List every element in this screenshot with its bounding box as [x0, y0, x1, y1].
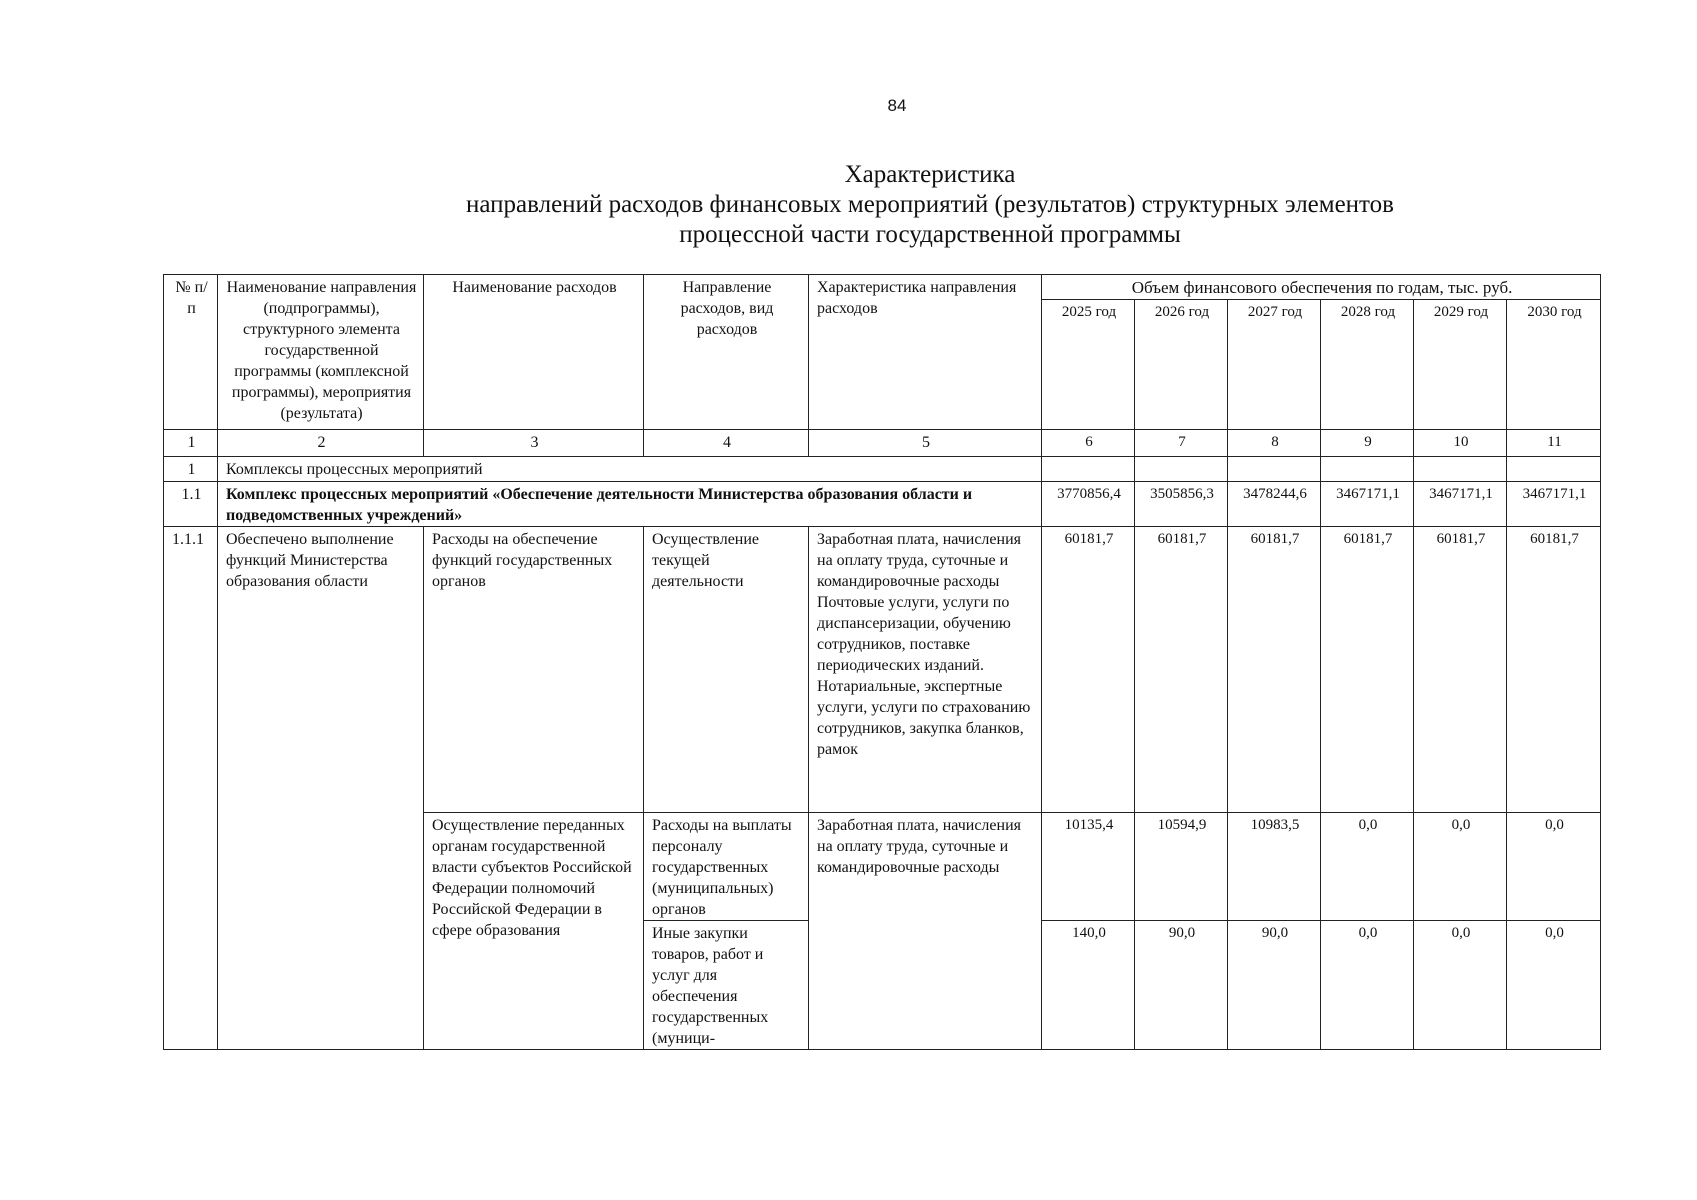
sub2b-value-2030: 0,0: [1507, 921, 1601, 1050]
sub1-characteristic: Заработная плата, начисления на оплату труда, суточные и командировочные расходы Почтовые услуги, услуги по диспансеризации, обучению сотрудников, поставке периодических изданий. Нотариальные, экспертные услуги, услуги по страхованию сотрудников, закупка бланков, рамок: [809, 527, 1042, 813]
colnum-5: 5: [809, 430, 1042, 457]
complex-num: 1.1: [164, 482, 218, 527]
column-numbers-row: [164, 430, 1601, 457]
sub1-value-2030: 60181,7: [1507, 527, 1601, 813]
section-name: Комплексы процессных мероприятий: [218, 457, 1042, 482]
header-expense-name: Наименование расходов: [424, 275, 644, 430]
colnum-9: 9: [1321, 430, 1414, 457]
sub2a-value-2030: 0,0: [1507, 813, 1601, 921]
colnum-10: 10: [1414, 430, 1507, 457]
sub2b-value-2025: 140,0: [1042, 921, 1135, 1050]
sub2a-value-2027: 10983,5: [1228, 813, 1321, 921]
colnum-3: 3: [424, 430, 644, 457]
sub1-value-2027: 60181,7: [1228, 527, 1321, 813]
header-structure-element: Наименование направления (подпрограммы), структурного элемента государственной программы (комплексной программы), мероприятия (результата): [218, 275, 424, 430]
complex-value-2030: 3467171,1: [1507, 482, 1601, 527]
colnum-4: 4: [644, 430, 809, 457]
header-year-2026: 2026 год: [1135, 300, 1228, 430]
section-empty-2028: [1321, 457, 1414, 482]
complex-value-2029: 3467171,1: [1414, 482, 1507, 527]
colnum-6: 6: [1042, 430, 1135, 457]
title-line-1: Характеристика: [844, 161, 1016, 188]
title-line-2: направлений расходов финансовых мероприятий (результатов) структурных элементов: [466, 191, 1394, 218]
header-year-2028: 2028 год: [1321, 300, 1414, 430]
header-financing-volume: Объем финансового обеспечения по годам, тыс. руб.: [1042, 275, 1601, 300]
colnum-8: 8: [1228, 430, 1321, 457]
colnum-7: 7: [1135, 430, 1228, 457]
complex-value-2026: 3505856,3: [1135, 482, 1228, 527]
section-empty-2026: [1135, 457, 1228, 482]
sub1-value-2029: 60181,7: [1414, 527, 1507, 813]
sub1-value-2026: 60181,7: [1135, 527, 1228, 813]
header-year-2025: 2025 год: [1042, 300, 1135, 430]
sub2b-value-2028: 0,0: [1321, 921, 1414, 1050]
colnum-2: 2: [218, 430, 424, 457]
title-line-3: процессной части государственной программы: [679, 221, 1181, 248]
colnum-1: 1: [164, 430, 218, 457]
header-year-2029: 2029 год: [1414, 300, 1507, 430]
sub2b-value-2026: 90,0: [1135, 921, 1228, 1050]
section-empty-2030: [1507, 457, 1601, 482]
page-number: 84: [887, 96, 907, 115]
header-expense-direction: Направление расходов, вид расходов: [644, 275, 809, 430]
item-num: 1.1.1: [164, 527, 218, 1050]
header-row-1: [164, 275, 1601, 300]
sub2a-value-2026: 10594,9: [1135, 813, 1228, 921]
header-year-2030: 2030 год: [1507, 300, 1601, 430]
sub1-direction: Осуществление текущей деятельности: [644, 527, 809, 813]
complex-value-2027: 3478244,6: [1228, 482, 1321, 527]
section-empty-2029: [1414, 457, 1507, 482]
sub2a-value-2025: 10135,4: [1042, 813, 1135, 921]
item-name: Обеспечено выполнение функций Министерства образования области: [218, 527, 424, 1050]
complex-row: [164, 482, 1601, 527]
complex-name: Комплекс процессных мероприятий «Обеспечение деятельности Министерства образования области и подведомственных учреждений»: [218, 482, 1042, 527]
sub2-characteristic: Заработная плата, начисления на оплату труда, суточные и командировочные расходы: [809, 813, 1042, 1050]
section-empty-2025: [1042, 457, 1135, 482]
colnum-11: 11: [1507, 430, 1601, 457]
sub1-value-2025: 60181,7: [1042, 527, 1135, 813]
header-num: № п/п: [164, 275, 218, 430]
sub1-expense: Расходы на обеспечение функций государственных органов: [424, 527, 644, 813]
expenses-table: [163, 274, 1601, 1050]
document-title: [400, 160, 1460, 250]
header-characteristic: Характеристика направления расходов: [809, 275, 1042, 430]
section-num: 1: [164, 457, 218, 482]
item-row-sub1: [164, 527, 1601, 813]
section-empty-2027: [1228, 457, 1321, 482]
sub2b-value-2029: 0,0: [1414, 921, 1507, 1050]
sub2b-value-2027: 90,0: [1228, 921, 1321, 1050]
sub1-value-2028: 60181,7: [1321, 527, 1414, 813]
complex-value-2028: 3467171,1: [1321, 482, 1414, 527]
sub2a-value-2028: 0,0: [1321, 813, 1414, 921]
header-year-2027: 2027 год: [1228, 300, 1321, 430]
complex-value-2025: 3770856,4: [1042, 482, 1135, 527]
sub2-expense: Осуществление переданных органам государственной власти субъектов Российской Федерации полномочий Российской Федерации в сфере образования: [424, 813, 644, 1050]
section-row: [164, 457, 1601, 482]
sub2a-value-2029: 0,0: [1414, 813, 1507, 921]
sub2b-direction: Иные закупки товаров, работ и услуг для обеспечения государственных (муници-: [644, 921, 809, 1050]
sub2a-direction: Расходы на выплаты персоналу государственных (муниципальных) органов: [644, 813, 809, 921]
